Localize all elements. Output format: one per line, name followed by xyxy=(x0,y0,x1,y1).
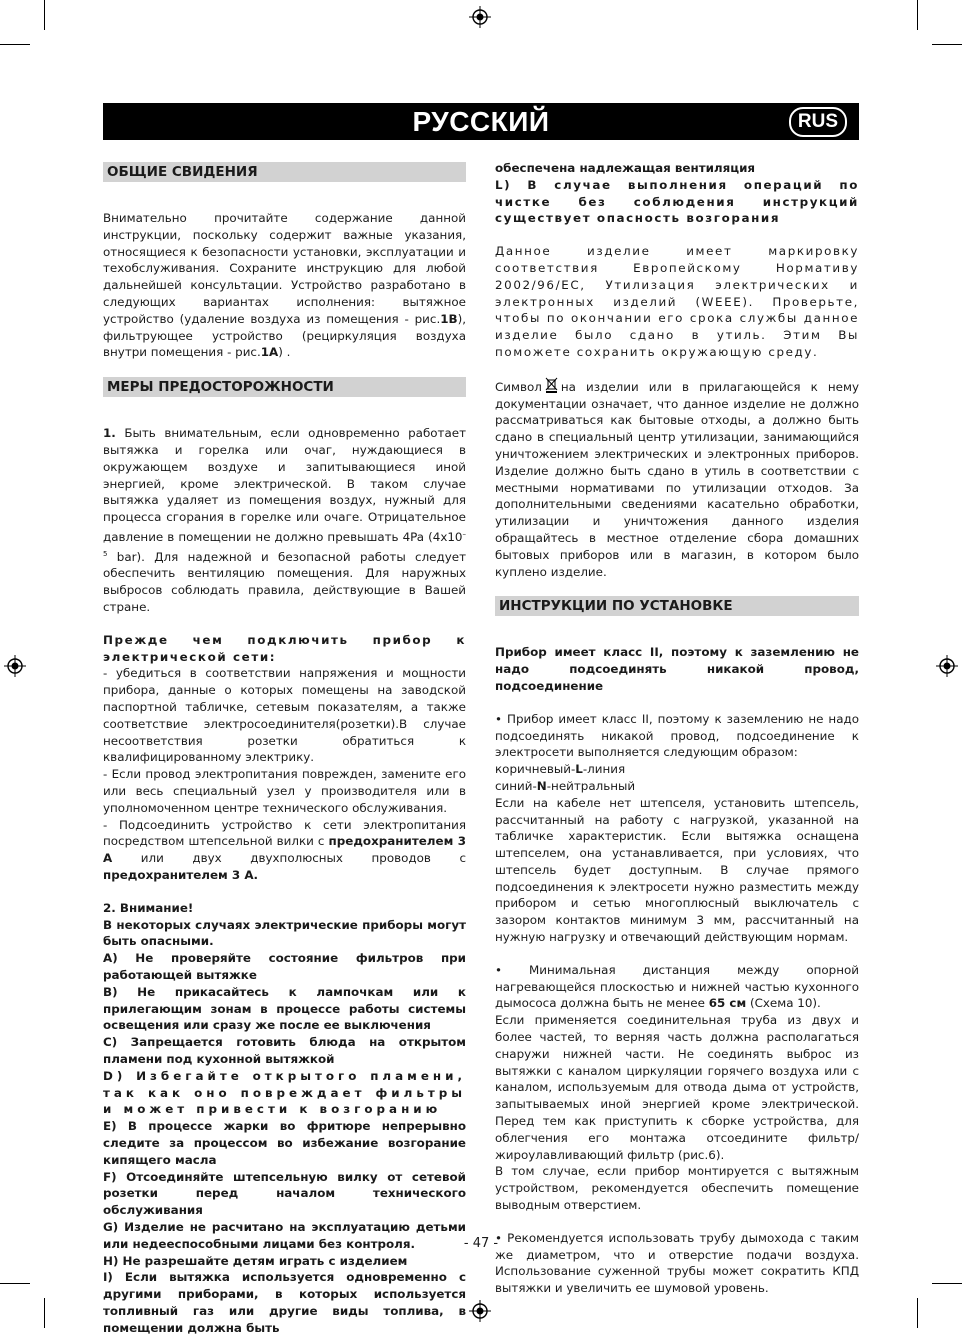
language-badge: RUS xyxy=(789,107,847,137)
language-banner xyxy=(103,103,859,140)
attention-item: I) Если вытяжка используется одновременно с другими приборами, в которых используется топливный газ или другие виды топлива, в помещении должна быть xyxy=(103,1270,466,1335)
symbol-paragraph: Символ на изделии или в прилагающейся к нему документации означает, что данное изделие не должно рассматриваться как бытовые отходы, а должно быть сдано в специальный центр утилизации, занимающийся уничтожением электрических и электронных приборов. Изделие должно быть сдано в утиль в соответствии с местными нормативами по утилизации отходов. За дополнительными сведениями касательно обработки, утилизации и уничтожения данного изделия обращайтесь в местное отделение сбора домашних бытовых приборов или в магазин, в котором было куплено изделие. xyxy=(495,377,859,581)
section-heading-precautions: МЕРЫ ПРЕДОСТОРОЖНОСТИ xyxy=(103,377,466,397)
attention-item: C) Запрещается готовить блюда на открытом пламени под кухонной вытяжкой xyxy=(103,1035,466,1066)
attention-item: L) В случае выполнения операций по чистке без соблюдения инструкций существует опасность возгорания xyxy=(495,177,859,226)
wire-blue: синий-N-нейтральный xyxy=(495,778,636,793)
crop-mark xyxy=(932,1283,962,1284)
right-column xyxy=(495,160,859,1313)
electrical-item: - убедиться в соответствии напряжения и мощности прибора, данные о которых помещены на заводской паспортной табличке, сетевым показателям, а также соответствие электросоединителя(розетки).В случае несоответствия розетки обратиться к квалифицированному электрику. xyxy=(103,666,466,765)
install-bullet: • Прибор имеет класс II, поэтому к заземлению не надо подсоединять никакой провод, подсоединение к электросети выполняется следующим образом: xyxy=(495,711,859,760)
exhaust-paragraph: В том случае, если прибор монтируется с вытяжным устройством, рекомендуется обеспечить помещение выводным отверстием. xyxy=(495,1164,859,1213)
attention-item: A) Не проверяйте состояние фильтров при работающей вытяжке xyxy=(103,951,466,983)
general-paragraph: Внимательно прочитайте содержание данной инструкции, поскольку содержит важные указания, относящиеся к безопасности установки, эксплуатации и техобслуживания. Сохраните инструкцию для любой дальнейшей консультации. Устройство разработано в следующих вариантах исполнения: вытяжное устройство (удаление воздуха из помещения - рис.1B), фильтрующее устройство (рециркуляция воздуха внутри помещения - рис.1A) . xyxy=(103,211,466,360)
electrical-item: - Если провод электропитания поврежден, замените его или весь специальный узел у производителя или в уполномоченном центре технического обслуживания. xyxy=(103,767,466,815)
left-column xyxy=(103,160,466,1337)
attention-item: H) Не разрешайте детям играть с изделием xyxy=(103,1253,408,1268)
crop-mark xyxy=(44,1298,45,1328)
attention-item: G) Изделие не расчитано на эксплуатацию детьми или недееспособными лицами без контроля. xyxy=(103,1219,466,1251)
section-heading-general: ОБЩИЕ СВИДЕНИЯ xyxy=(103,162,466,182)
attention-item: E) В процессе жарки во фритюре непрерывно следите за процессом во избежание возгорание кипящего масла xyxy=(103,1119,466,1167)
electrical-heading: Прежде чем подключить прибор к электрической сети: xyxy=(103,632,466,664)
weee-paragraph: Данное изделие имеет маркировку соответствия Европейскому Нормативу 2002/96/ЕС, Утилизация электрических и электронных изделий (WEEE). Проверьте, чтобы по окончании его срока службы данное изделие было сдано в утиль. Этим Вы поможете сохранить окружающую среду. xyxy=(495,244,859,359)
crop-mark xyxy=(0,44,30,45)
plug-paragraph: Если на кабеле нет штепселя, установить штепсель, рассчитанный на работу с нагрузкой, указанной на табличке характеристик. Если вытяжка оснащена штепселем, она устанавливается, при условиях, что штепсель будет доступным. В случае прямого подсоединения к электросети нужно разместить между прибором и сетью многоплюсный выключатель с зазором контактов минимум 3 мм, рассчитанный на нужную нагрузку и отвечающий действующим нормам. xyxy=(495,795,859,945)
crossed-out-bin-icon xyxy=(545,377,558,393)
crop-mark xyxy=(917,1298,918,1328)
electrical-item: - Подсоединить устройство к сети электропитания посредством штепсельной вилки с предохранителем 3 А или двух двухполюсных проводов с предохранителем 3 А. xyxy=(103,817,466,883)
section-heading-install: ИНСТРУКЦИИ ПО УСТАНОВКЕ xyxy=(495,596,859,616)
crop-mark xyxy=(932,44,962,45)
pipe-paragraph: Если применяется соединительная труба из двух и более частей, то верняя часть должна располагаться снаружи нижней части. Не соединять выброс из вытяжки с каналом циркуляции горячего воздуха или с каналом, используемым для отвода дыма от устройств, запытываемых иной энергией кроме электрической. Перед тем как приступить к сборке устройства, для облегчения его монтажа отсоедините фильтр/жироулавливающий фильтр (рис.6). xyxy=(495,1013,859,1162)
registration-mark-icon xyxy=(469,6,491,28)
crop-mark xyxy=(0,1283,30,1284)
attention-item-continued: обеспечена надлежащая вентиляция xyxy=(495,161,756,175)
attention-item: F) Отсоединяйте штепсельную вилку от сетевой розетки перед началом технического обслуживания xyxy=(103,1169,466,1218)
attention-item: D) Избегайте открытого пламени, так как оно повреждает фильтры и может привести к возгоранию xyxy=(103,1068,466,1117)
crop-mark xyxy=(44,0,45,30)
registration-mark-icon xyxy=(936,655,958,677)
attention-title: 2. Внимание! xyxy=(103,900,194,915)
attention-item: B) Не прикасайтесь к лампочкам или к прилегающим зонам в процессе работы системы освещения или сразу же после ее выключения xyxy=(103,984,466,1033)
registration-mark-icon xyxy=(469,1300,491,1322)
page-title: РУССКИЙ xyxy=(412,106,550,137)
duct-paragraph: • Рекомендуется использовать трубу дымохода с таким же диаметром, что и отверстие подачи воздуха. Использование суженной трубы может сократить КПД вытяжки и увеличить ее шумовой уровень. xyxy=(495,1230,859,1296)
page-number: - 47 - xyxy=(463,1236,499,1251)
precaution-1-paragraph: 1. Быть внимательным, если одновременно работает вытяжка и горелка или очаг, нуждающиеся в окружающем воздухе и запитывающиеся иной энергией, кроме электрической. В таком случае вытяжка удаляет из помещения воздух, нужный для процесса сгорания в горелке или очаге. Отрицательное давление в помещении не должно превышать 4Pa ($4x10^{-5}$ bar). Для надежной и безопасной работы следует обеспечить вентиляцию помещения. Для наружных выбросов соблюдать правила, действующие в Вашей стране. xyxy=(103,426,467,615)
wire-brown: коричневый-L-линия xyxy=(495,762,626,777)
crop-mark xyxy=(917,0,918,30)
class-note: Прибор имеет класс II, поэтому к заземлению не надо подсоединять никакой провод, подсоединение xyxy=(495,645,859,693)
attention-item: В некоторых случаях электрические приборы могут быть опасными. xyxy=(103,917,466,949)
distance-paragraph: • Минимальная дистанция между опорной нагревающейся плоскостью и нижней частью кухонного дымососа должна быть не менее 65 см (Схема 10). xyxy=(495,962,859,1011)
registration-mark-icon xyxy=(4,655,26,677)
